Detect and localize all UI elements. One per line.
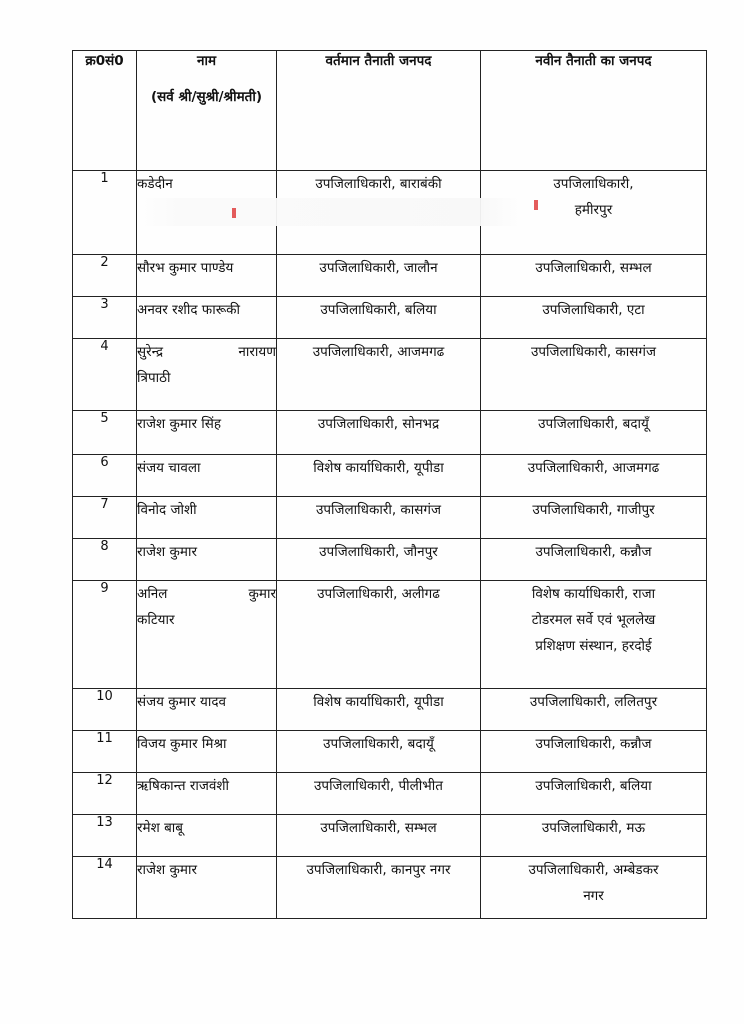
new-posting-cell (481, 339, 707, 411)
officer-name-cell (137, 411, 277, 455)
serial-number-cell: 2 (73, 255, 137, 297)
red-mark (534, 200, 538, 210)
officer-name-cell-line: अनिल कुमार (137, 586, 276, 602)
officer-name-cell-line: संजय कुमार यादव (137, 694, 227, 710)
new-posting-cell-line: उपजिलाधिकारी, गाजीपुर (532, 502, 655, 518)
officer-name-cell (137, 171, 277, 255)
officer-name-cell (137, 773, 277, 815)
officer-name-cell-line: राजेश कुमार (137, 544, 197, 560)
current-posting-cell (277, 539, 481, 581)
table-row (73, 297, 707, 339)
current-posting-cell-line: उपजिलाधिकारी, आजमगढ (312, 344, 445, 360)
serial-number-cell: 9 (73, 581, 137, 689)
new-posting-cell-line: उपजिलाधिकारी, एटा (542, 302, 645, 318)
serial-number-cell: 14 (73, 857, 137, 919)
table-row (73, 455, 707, 497)
new-posting-cell-line: उपजिलाधिकारी, अम्बेडकर (528, 862, 659, 878)
new-posting-cell (481, 171, 707, 255)
red-mark (232, 208, 236, 218)
table-row (73, 411, 707, 455)
officer-name-cell (137, 297, 277, 339)
new-posting-cell (481, 581, 707, 689)
new-posting-cell (481, 857, 707, 919)
new-posting-cell-line: उपजिलाधिकारी, ललितपुर (529, 694, 658, 710)
officer-name-cell (137, 455, 277, 497)
new-posting-cell (481, 773, 707, 815)
current-posting-cell (277, 339, 481, 411)
table-row (73, 497, 707, 539)
officer-name-cell-line: विनोद जोशी (137, 502, 197, 518)
new-posting-cell-line: उपजिलाधिकारी, बदायूँ (538, 416, 649, 432)
new-posting-cell-line: उपजिलाधिकारी, (553, 176, 634, 192)
new-posting-cell-line: उपजिलाधिकारी, सम्भल (535, 260, 652, 276)
table-row (73, 689, 707, 731)
officer-name-cell (137, 497, 277, 539)
officer-name-cell-line: रमेश बाबू (137, 820, 183, 836)
current-posting-cell-line: विशेष कार्याधिकारी, यूपीडा (313, 460, 444, 476)
current-posting-cell (277, 497, 481, 539)
header-current-posting: वर्तमान तैनाती जनपद (277, 51, 481, 171)
officer-name-cell (137, 255, 277, 297)
current-posting-cell (277, 171, 481, 255)
serial-number-cell: 6 (73, 455, 137, 497)
serial-number-cell: 12 (73, 773, 137, 815)
current-posting-cell (277, 297, 481, 339)
new-posting-cell (481, 255, 707, 297)
new-posting-cell-line: प्रशिक्षण संस्थान, हरदोई (535, 638, 652, 654)
officer-name-cell-line: राजेश कुमार सिंह (137, 416, 222, 432)
table-row (73, 581, 707, 689)
officer-name-cell (137, 581, 277, 689)
new-posting-cell (481, 731, 707, 773)
new-posting-cell-line: उपजिलाधिकारी, मऊ (541, 820, 646, 836)
new-posting-cell-line: विशेष कार्याधिकारी, राजा (531, 586, 656, 602)
current-posting-cell (277, 581, 481, 689)
current-posting-cell-line: उपजिलाधिकारी, बलिया (320, 302, 437, 318)
officer-name-cell-line: कडेदीन (137, 176, 173, 192)
officer-name-cell (137, 857, 277, 919)
new-posting-cell (481, 689, 707, 731)
table-row (73, 815, 707, 857)
header-name-label: नाम (196, 53, 217, 69)
current-posting-cell (277, 857, 481, 919)
new-posting-cell-line: उपजिलाधिकारी, बलिया (535, 778, 652, 794)
serial-number-cell: 7 (73, 497, 137, 539)
officer-name-cell (137, 815, 277, 857)
current-posting-cell-line: विशेष कार्याधिकारी, यूपीडा (313, 694, 444, 710)
current-posting-cell (277, 731, 481, 773)
table-row (73, 773, 707, 815)
table-row (73, 857, 707, 919)
current-posting-cell-line: उपजिलाधिकारी, पीलीभीत (314, 778, 443, 794)
serial-number-cell: 1 (73, 171, 137, 255)
new-posting-cell-line: नगर (583, 888, 604, 904)
current-posting-cell-line: उपजिलाधिकारी, कानपुर नगर (306, 862, 451, 878)
officer-name-cell-line: विजय कुमार मिश्रा (137, 736, 227, 752)
new-posting-cell-line: उपजिलाधिकारी, कासगंज (530, 344, 657, 360)
serial-number-cell: 11 (73, 731, 137, 773)
new-posting-cell (481, 297, 707, 339)
table-row (73, 171, 707, 255)
officer-name-cell (137, 339, 277, 411)
officer-name-cell-line: अनवर रशीद फारूकी (137, 302, 241, 318)
new-posting-cell (481, 497, 707, 539)
serial-number-cell: 13 (73, 815, 137, 857)
serial-number-cell: 4 (73, 339, 137, 411)
current-posting-cell (277, 255, 481, 297)
current-posting-cell-line: उपजिलाधिकारी, जालौन (319, 260, 438, 276)
header-new-posting: नवीन तैनाती का जनपद (481, 51, 707, 171)
officer-name-cell-line: ऋषिकान्त राजवंशी (137, 778, 230, 794)
current-posting-cell (277, 455, 481, 497)
current-posting-cell (277, 773, 481, 815)
header-name (137, 51, 277, 171)
header-serial: क्र0सं0 (73, 51, 137, 171)
new-posting-cell-line: उपजिलाधिकारी, कन्नौज (535, 544, 652, 560)
new-posting-cell-line: उपजिलाधिकारी, आजमगढ (527, 460, 660, 476)
header-row (73, 51, 707, 171)
header-name-sub: (सर्व श्री/सुश्री/श्रीमती) (150, 89, 263, 105)
current-posting-cell (277, 689, 481, 731)
new-posting-cell (481, 815, 707, 857)
current-posting-cell-line: उपजिलाधिकारी, बदायूँ (323, 736, 434, 752)
current-posting-cell-line: उपजिलाधिकारी, बाराबंकी (315, 176, 442, 192)
new-posting-cell (481, 455, 707, 497)
current-posting-cell-line: उपजिलाधिकारी, कासगंज (315, 502, 442, 518)
officer-name-cell (137, 731, 277, 773)
table-row (73, 731, 707, 773)
table-row (73, 339, 707, 411)
officer-name-cell-line: कटियार (137, 612, 175, 628)
serial-number-cell: 8 (73, 539, 137, 581)
new-posting-cell-line: टोडरमल सर्वे एवं भूललेख (531, 612, 656, 628)
serial-number-cell: 10 (73, 689, 137, 731)
officer-name-cell-line: सौरभ कुमार पाण्डेय (137, 260, 234, 276)
transfer-table (72, 50, 707, 919)
table-row (73, 255, 707, 297)
officer-name-cell-line: संजय चावला (137, 460, 201, 476)
new-posting-cell (481, 539, 707, 581)
serial-number-cell: 5 (73, 411, 137, 455)
officer-name-cell-line: राजेश कुमार (137, 862, 197, 878)
current-posting-cell-line: उपजिलाधिकारी, जौनपुर (319, 544, 438, 560)
new-posting-cell-line: उपजिलाधिकारी, कन्नौज (535, 736, 652, 752)
current-posting-cell-line: उपजिलाधिकारी, सोनभद्र (317, 416, 440, 432)
officer-name-cell-line: त्रिपाठी (137, 370, 171, 386)
table-row (73, 539, 707, 581)
officer-name-cell (137, 539, 277, 581)
serial-number-cell: 3 (73, 297, 137, 339)
officer-name-cell (137, 689, 277, 731)
current-posting-cell-line: उपजिलाधिकारी, सम्भल (320, 820, 437, 836)
officer-name-cell-line: सुरेन्द्र नारायण (137, 344, 276, 360)
new-posting-cell (481, 411, 707, 455)
new-posting-cell-line: हमीरपुर (574, 202, 613, 218)
current-posting-cell (277, 411, 481, 455)
current-posting-cell (277, 815, 481, 857)
current-posting-cell-line: उपजिलाधिकारी, अलीगढ (317, 586, 440, 602)
